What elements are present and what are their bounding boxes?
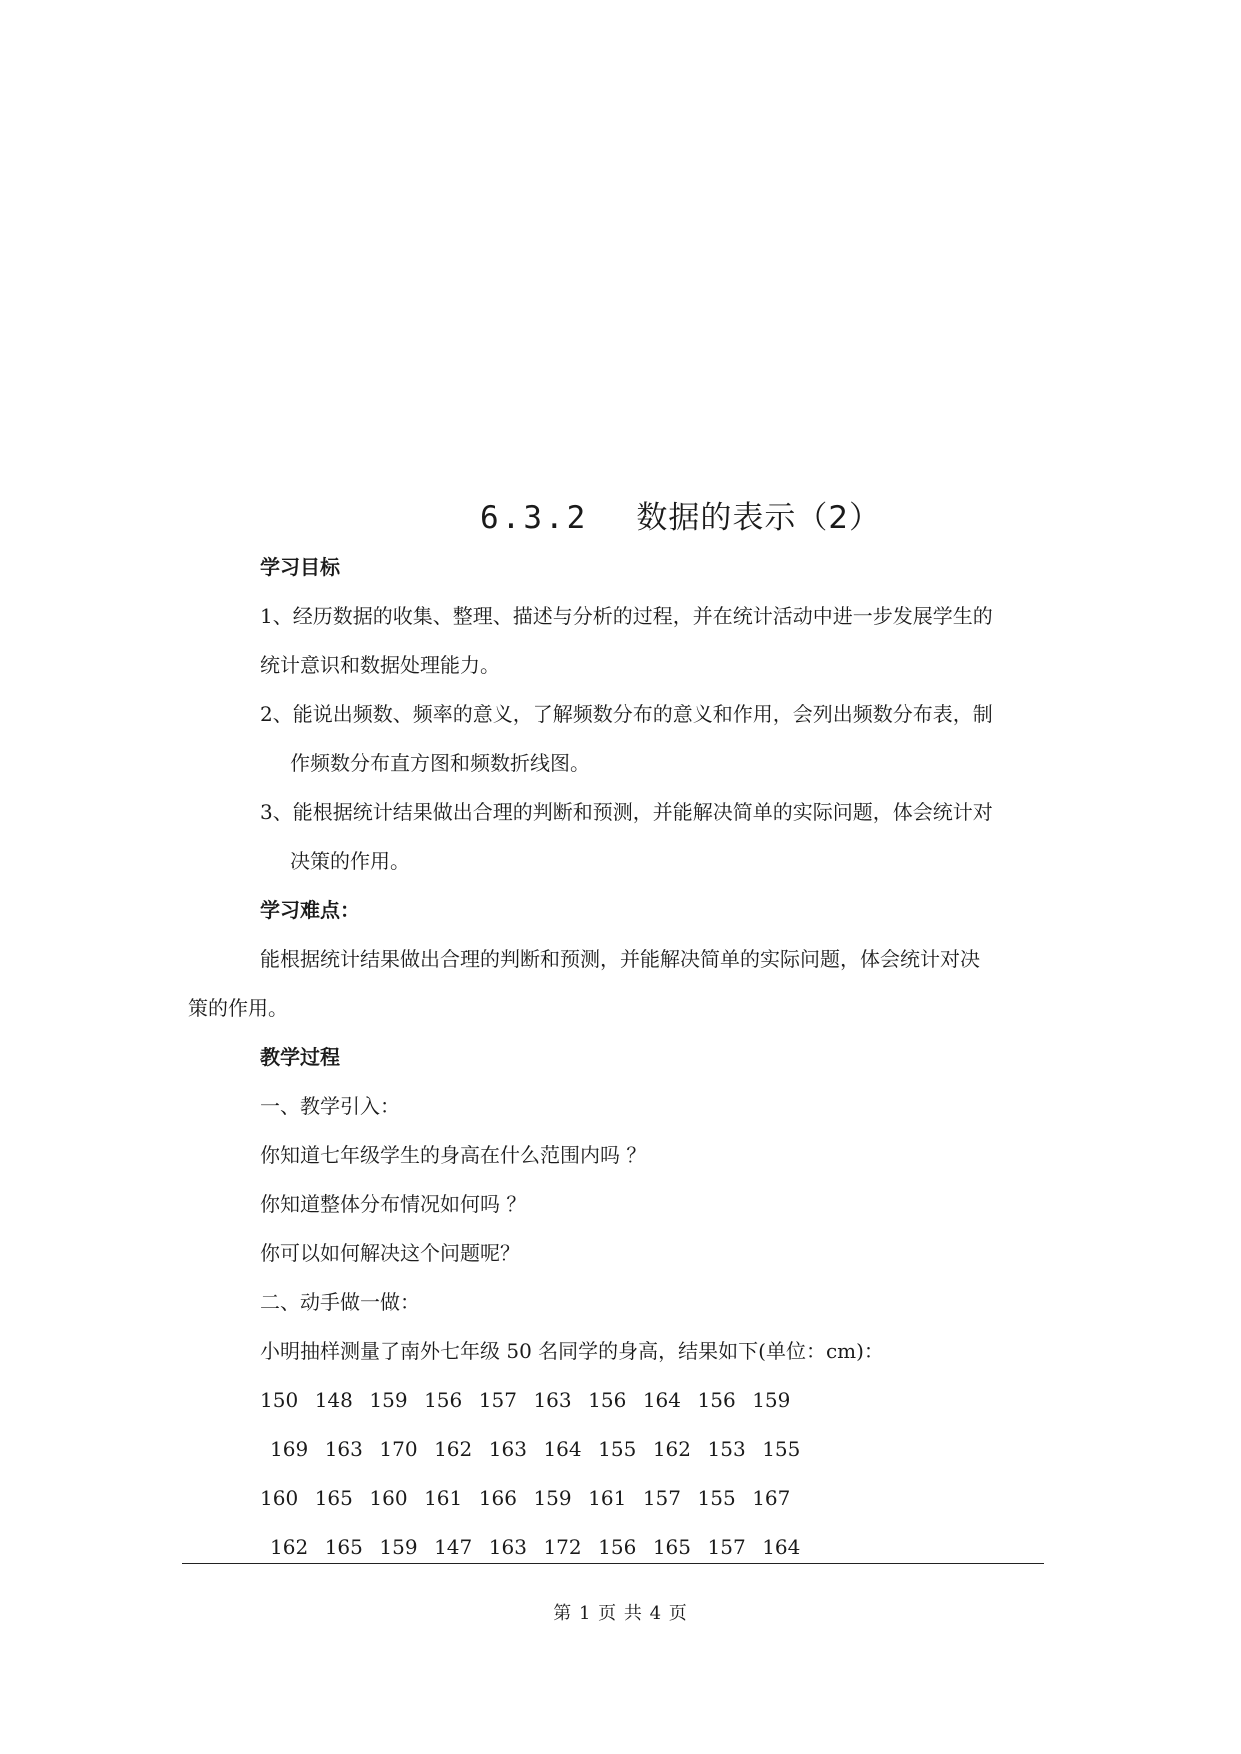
page-title (480, 492, 881, 537)
height-value: 159 (369, 1388, 408, 1412)
section-number: 6.3.2 (480, 500, 589, 536)
question-3: 你可以如何解决这个问题呢？ (260, 1241, 520, 1265)
height-value: 156 (697, 1388, 736, 1412)
height-value: 162 (434, 1437, 473, 1461)
activity-text: 小明抽样测量了南外七年级 50 名同学的身高，结果如下(单位：cm)： (260, 1339, 884, 1363)
height-value: 156 (598, 1535, 637, 1559)
objective-1-line-2: 统计意识和数据处理能力。 (260, 653, 500, 677)
height-value: 157 (478, 1388, 517, 1412)
objective-2-line-2: 作频数分布直方图和频数折线图。 (290, 751, 590, 775)
footer-divider (182, 1563, 1044, 1564)
process-heading: 教学过程 (260, 1045, 340, 1069)
height-row-2 (270, 1437, 817, 1461)
height-value: 160 (260, 1486, 299, 1510)
intro-heading: 一、教学引入： (260, 1094, 400, 1118)
height-value: 166 (478, 1486, 517, 1510)
height-value: 161 (588, 1486, 627, 1510)
height-value: 163 (324, 1437, 363, 1461)
height-value: 164 (762, 1535, 801, 1559)
height-value: 160 (369, 1486, 408, 1510)
height-value: 165 (314, 1486, 353, 1510)
section-title: 数据的表示（2） (636, 500, 882, 536)
height-value: 147 (434, 1535, 473, 1559)
activity-heading: 二、动手做一做： (260, 1290, 420, 1314)
difficulty-line-2: 策的作用。 (188, 996, 288, 1020)
height-value: 156 (424, 1388, 463, 1412)
height-value: 150 (260, 1388, 299, 1412)
height-value: 159 (379, 1535, 418, 1559)
height-value: 172 (543, 1535, 582, 1559)
height-value: 156 (588, 1388, 627, 1412)
height-value: 159 (533, 1486, 572, 1510)
objective-1-line-1: 1、经历数据的收集、整理、描述与分析的过程，并在统计活动中进一步发展学生的 (260, 604, 993, 628)
difficulty-line-1: 能根据统计结果做出合理的判断和预测，并能解决简单的实际问题，体会统计对决 (260, 947, 980, 971)
height-value: 164 (543, 1437, 582, 1461)
objective-3-line-2: 决策的作用。 (290, 849, 410, 873)
height-row-1 (260, 1388, 807, 1412)
height-value: 155 (697, 1486, 736, 1510)
height-value: 155 (598, 1437, 637, 1461)
height-value: 164 (642, 1388, 681, 1412)
height-value: 163 (533, 1388, 572, 1412)
height-value: 163 (488, 1437, 527, 1461)
height-row-3 (260, 1486, 807, 1510)
height-value: 157 (707, 1535, 746, 1559)
question-2: 你知道整体分布情况如何吗 ？ (260, 1192, 527, 1216)
height-value: 165 (652, 1535, 691, 1559)
height-value: 162 (270, 1535, 309, 1559)
difficulty-heading: 学习难点： (260, 898, 360, 922)
height-value: 165 (324, 1535, 363, 1559)
height-value: 170 (379, 1437, 418, 1461)
height-value: 148 (314, 1388, 353, 1412)
height-value: 169 (270, 1437, 309, 1461)
question-1: 你知道七年级学生的身高在什么范围内吗 ？ (260, 1143, 647, 1167)
objectives-heading: 学习目标 (260, 555, 340, 579)
page-number: 第 1 页 共 4 页 (553, 1603, 688, 1624)
height-value: 157 (642, 1486, 681, 1510)
height-value: 155 (762, 1437, 801, 1461)
objective-3-line-1: 3、能根据统计结果做出合理的判断和预测，并能解决简单的实际问题，体会统计对 (260, 800, 993, 824)
height-row-4 (270, 1535, 817, 1559)
height-value: 159 (752, 1388, 791, 1412)
height-value: 167 (752, 1486, 791, 1510)
height-value: 153 (707, 1437, 746, 1461)
height-value: 161 (424, 1486, 463, 1510)
objective-2-line-1: 2、能说出频数、频率的意义，了解频数分布的意义和作用，会列出频数分布表，制 (260, 702, 993, 726)
height-value: 163 (488, 1535, 527, 1559)
height-value: 162 (652, 1437, 691, 1461)
